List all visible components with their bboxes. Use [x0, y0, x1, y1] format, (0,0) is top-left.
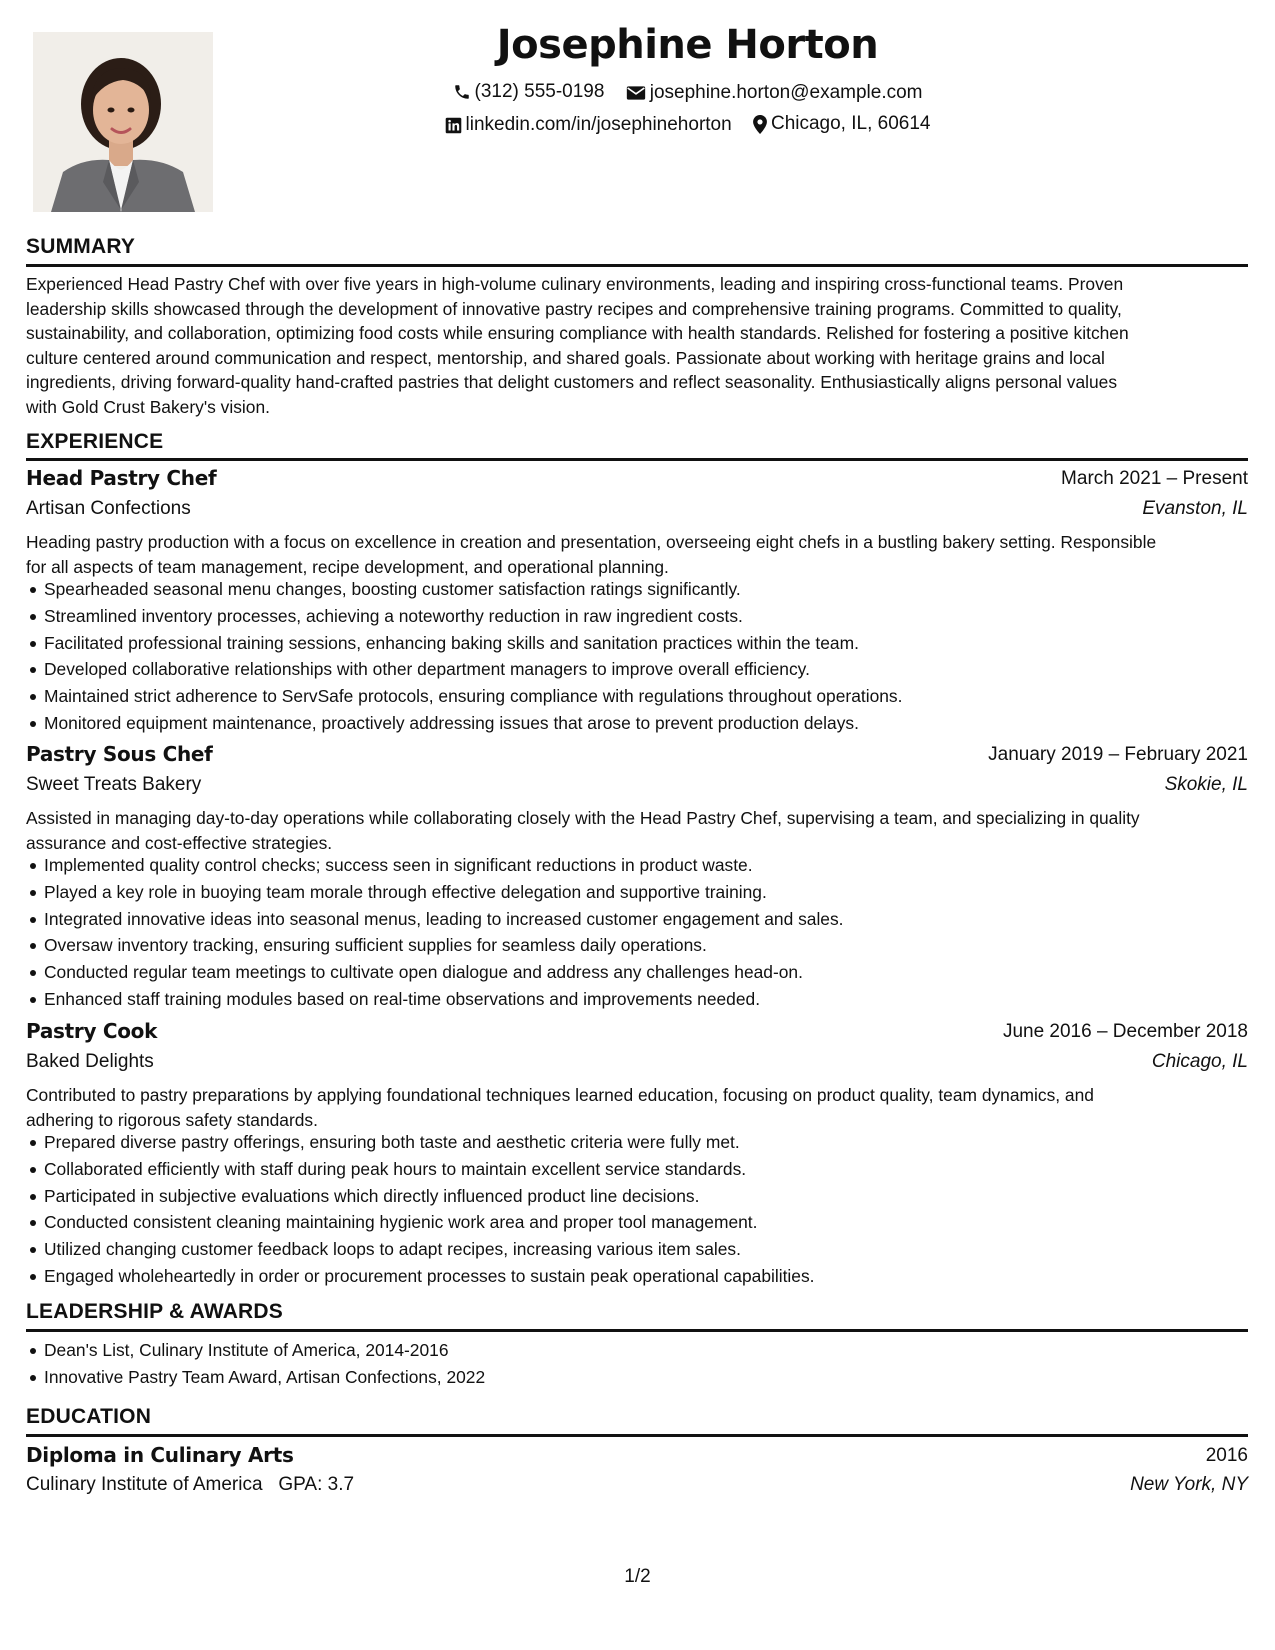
summary-text	[26, 272, 1248, 420]
list-item: Played a key role in buoying team morale through effective delegation and supportive training.	[44, 879, 1266, 906]
summary-line: with Gold Crust Bakery's vision.	[26, 396, 270, 417]
education-rule	[26, 1434, 1248, 1437]
job-dates: March 2021 – Present	[1061, 468, 1248, 489]
awards-heading: LEADERSHIP & AWARDS	[26, 1300, 283, 1323]
list-item: Streamlined inventory processes, achieving a noteworthy reduction in raw ingredient costs.	[44, 603, 1266, 630]
list-item: Implemented quality control checks; success seen in significant reductions in product waste.	[44, 852, 1266, 879]
candidate-name: Josephine Horton	[496, 22, 879, 68]
email-contact[interactable]	[626, 82, 923, 104]
job-title: Pastry Cook	[26, 1019, 158, 1043]
awards-rule	[26, 1329, 1248, 1332]
list-item: Integrated innovative ideas into seasonal menus, leading to increased customer engagement and sales.	[44, 906, 1266, 933]
education-gpa: GPA: 3.7	[278, 1474, 355, 1495]
job-company: Baked Delights	[26, 1051, 154, 1072]
job-bullets	[26, 1129, 1266, 1290]
list-item: Facilitated professional training sessions, enhancing baking skills and sanitation practices within the team.	[44, 630, 1266, 657]
job-title: Head Pastry Chef	[26, 466, 217, 490]
list-item: Utilized changing customer feedback loops to adapt recipes, increasing various item sales.	[44, 1236, 1266, 1263]
job-location: Evanston, IL	[1142, 498, 1248, 519]
summary-line: Experienced Head Pastry Chef with over five years in high-volume culinary environments, leading and inspiring cross-functional teams. Proven	[26, 274, 1124, 294]
job-description-line: assurance and cost-effective strategies.	[26, 832, 333, 853]
linkedin-text: linkedin.com/in/josephinehorton	[465, 114, 732, 135]
list-item: Monitored equipment maintenance, proactively addressing issues that arose to prevent production delays.	[44, 710, 1266, 737]
list-item: Engaged wholeheartedly in order or procurement processes to sustain peak operational capabilities.	[44, 1263, 1266, 1290]
list-item: Prepared diverse pastry offerings, ensuring both taste and aesthetic criteria were fully met.	[44, 1129, 1266, 1156]
job-bullets	[26, 576, 1266, 737]
summary-line: sustainability, and collaboration, optimizing food costs while ensuring compliance with health standards. Relished for fostering a positive kitchen	[26, 323, 1129, 344]
location-contact	[753, 113, 931, 135]
list-item: Participated in subjective evaluations which directly influenced product line decisions.	[44, 1183, 1266, 1210]
job-description-line: Contributed to pastry preparations by applying foundational techniques learned education, focusing on product quality, team dynamics, and	[26, 1085, 1094, 1105]
summary-rule	[26, 264, 1248, 267]
summary-heading: SUMMARY	[26, 235, 136, 258]
job-description-line: Assisted in managing day-to-day operations while collaborating closely with the Head Pastry Chef, supervising a team, and specializing in quality	[26, 808, 1140, 828]
job-description	[26, 806, 1248, 855]
summary-line: culture centered around communication and respect, mentorship, and shared goals. Passionate about working with heritage grains and local	[26, 347, 1105, 368]
awards-list	[26, 1337, 1266, 1391]
contact-line-2	[50, 113, 1275, 140]
summary-line: ingredients, driving forward-quality hand-crafted pastries that delight customers and reflect seasonality. Enthusiastically aligns personal values	[26, 372, 1118, 393]
job-description-line: Heading pastry production with a focus on excellence in creation and presentation, overseeing eight chefs in a bustling bakery setting. Responsible	[26, 532, 1157, 552]
job-company: Artisan Confections	[26, 498, 191, 519]
job-location: Chicago, IL	[1151, 1051, 1248, 1072]
experience-heading: EXPERIENCE	[26, 430, 164, 453]
list-item: Developed collaborative relationships with other department managers to improve overall efficiency.	[44, 656, 1266, 683]
list-item: Conducted regular team meetings to cultivate open dialogue and address any challenges head-on.	[44, 959, 1266, 986]
job-dates: January 2019 – February 2021	[988, 744, 1248, 765]
job-title: Pastry Sous Chef	[26, 742, 213, 766]
phone-contact[interactable]	[453, 81, 605, 103]
education-school-row	[26, 1474, 354, 1496]
job-description	[26, 530, 1248, 579]
job-bullets	[26, 852, 1266, 1013]
list-item: Conducted consistent cleaning maintaining hygienic work area and proper tool management.	[44, 1209, 1266, 1236]
contact-line-1	[50, 81, 1275, 107]
job-dates: June 2016 – December 2018	[1002, 1021, 1248, 1042]
education-degree: Diploma in Culinary Arts	[26, 1443, 294, 1467]
job-description-line: adhering to rigorous safety standards.	[26, 1109, 318, 1130]
job-location: Skokie, IL	[1164, 774, 1248, 795]
list-item: Oversaw inventory tracking, ensuring sufficient supplies for seamless daily operations.	[44, 932, 1266, 959]
job-company: Sweet Treats Bakery	[26, 774, 202, 795]
location-text: Chicago, IL, 60614	[770, 113, 931, 134]
experience-rule	[26, 458, 1248, 461]
linkedin-contact[interactable]	[445, 114, 732, 136]
list-item: Spearheaded seasonal menu changes, boosting customer satisfaction ratings significantly.	[44, 576, 1266, 603]
page-number: 1/2	[624, 1566, 651, 1587]
email-text: josephine.horton@example.com	[649, 82, 923, 103]
list-item: Collaborated efficiently with staff during peak hours to maintain excellent service standards.	[44, 1156, 1266, 1183]
summary-line: leadership skills showcased through the development of innovative pastry recipes and comprehensive training programs. Committed to quality,	[26, 298, 1122, 319]
education-year: 2016	[1205, 1445, 1248, 1466]
phone-text: (312) 555-0198	[474, 81, 605, 102]
list-item: Enhanced staff training modules based on real-time observations and improvements needed.	[44, 986, 1266, 1013]
education-heading: EDUCATION	[26, 1405, 152, 1428]
list-item: Dean's List, Culinary Institute of America, 2014-2016	[44, 1337, 1266, 1364]
job-description	[26, 1083, 1248, 1132]
linkedin-icon	[445, 117, 462, 134]
envelope-icon	[626, 85, 646, 101]
education-school: Culinary Institute of America	[26, 1474, 263, 1495]
map-pin-icon	[753, 115, 767, 134]
education-location: New York, NY	[1130, 1474, 1248, 1495]
phone-icon	[453, 83, 471, 101]
list-item: Maintained strict adherence to ServSafe protocols, ensuring compliance with regulations throughout operations.	[44, 683, 1266, 710]
list-item: Innovative Pastry Team Award, Artisan Confections, 2022	[44, 1364, 1266, 1391]
job-description-line: for all aspects of team management, recipe development, and operational planning.	[26, 556, 669, 577]
